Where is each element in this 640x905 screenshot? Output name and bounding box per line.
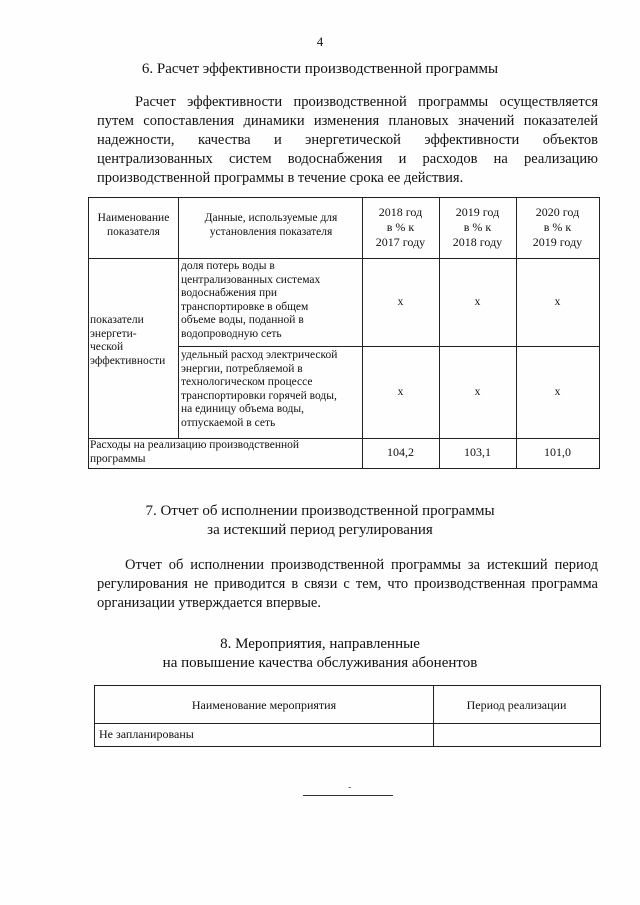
row1-2019-value: х bbox=[474, 296, 481, 308]
description-line: водоснабжения при bbox=[181, 287, 278, 299]
header-line: 2019 год bbox=[455, 205, 500, 219]
header-2020 bbox=[516, 205, 599, 250]
description-line: отпускаемой в сеть bbox=[181, 416, 276, 429]
header-data-used: Данные, используемые для установления показателя bbox=[204, 212, 338, 238]
efficiency-table bbox=[88, 197, 600, 469]
row2-2020-value: х bbox=[554, 386, 561, 398]
section8-heading bbox=[0, 635, 640, 673]
group-label-line: показатели bbox=[90, 314, 144, 326]
description-line: доля потерь воды в bbox=[181, 260, 275, 272]
description-line: централизованных системах bbox=[181, 273, 321, 286]
paragraph-line: Отчет об исполнении производственной программы за истекший период bbox=[125, 557, 598, 573]
expenses-2018-value: 104,2 bbox=[387, 445, 414, 459]
header-line: в % к bbox=[543, 220, 572, 234]
measure-name-value: Не запланированы bbox=[99, 727, 194, 741]
end-rule bbox=[303, 795, 393, 796]
description-line: удельный расход электрической bbox=[181, 349, 338, 361]
header-2019 bbox=[439, 205, 516, 250]
expenses-2019-value: 103,1 bbox=[464, 445, 491, 459]
heading-line: за истекший период регулирования bbox=[207, 522, 433, 538]
row2-2019-value: х bbox=[474, 386, 481, 398]
paragraph-line: регулирования не приводится в связи с тем, что производственная программа bbox=[97, 576, 598, 592]
header-line: 2018 году bbox=[452, 235, 503, 249]
expenses-2020-value: 101,0 bbox=[544, 445, 571, 459]
row1-2020-value: х bbox=[554, 296, 561, 308]
heading-line: 7. Отчет об исполнении производственной программы bbox=[145, 503, 495, 519]
scan-mark: - bbox=[348, 782, 352, 793]
group-label-line: энергети- bbox=[90, 327, 137, 340]
header-implementation-period: Период реализации bbox=[466, 698, 567, 712]
description-line: транспортировки горячей воды, bbox=[181, 389, 337, 402]
section6-heading: 6. Расчет эффективности производственной программы bbox=[141, 61, 499, 77]
description-line: водопроводную сеть bbox=[181, 327, 282, 340]
header-line: 2017 году bbox=[375, 235, 426, 249]
header-indicator-name: Наименование показателя bbox=[97, 212, 170, 238]
paragraph-line: производственной программы в течение срока ее действия. bbox=[97, 170, 464, 186]
description-line: технологическом процессе bbox=[181, 376, 313, 388]
paragraph-line: централизованных систем водоснабжения и расходов на реализацию bbox=[97, 151, 598, 167]
header-line: 2018 год bbox=[378, 205, 423, 219]
expenses-label-line: программы bbox=[90, 452, 146, 465]
header-line: 2020 год bbox=[535, 205, 580, 219]
row2-data-description bbox=[181, 349, 361, 430]
header-line: в % к bbox=[463, 220, 492, 234]
group-label-energy-efficiency bbox=[90, 314, 178, 368]
measures-table bbox=[94, 685, 601, 747]
section7-heading bbox=[0, 502, 640, 540]
group-label-line: эффективности bbox=[90, 354, 166, 367]
header-measure-name: Наименование мероприятия bbox=[191, 698, 337, 712]
paragraph-line: Расчет эффективности производственной программы осуществляется bbox=[135, 94, 598, 110]
expenses-label-line: Расходы на реализацию производственной bbox=[90, 439, 300, 451]
heading-line: на повышение качества обслуживания абонентов bbox=[162, 655, 478, 671]
description-line: энергии, потребляемой в bbox=[181, 362, 303, 375]
page-number: 4 bbox=[316, 34, 324, 49]
paragraph-line: организации утверждается впервые. bbox=[97, 595, 321, 611]
header-2018 bbox=[362, 205, 439, 250]
expenses-label bbox=[90, 439, 360, 466]
description-line: объеме воды, поданной в bbox=[181, 314, 304, 326]
heading-line: 8. Мероприятия, направленные bbox=[220, 636, 420, 652]
row1-data-description bbox=[181, 260, 361, 341]
header-line: 2019 году bbox=[532, 235, 583, 249]
section7-paragraph bbox=[97, 556, 598, 613]
row2-2018-value: х bbox=[397, 386, 404, 398]
group-label-line: ческой bbox=[90, 341, 124, 353]
section6-paragraph bbox=[97, 93, 598, 188]
description-line: транспортировке в общем bbox=[181, 300, 309, 313]
row1-2018-value: х bbox=[397, 296, 404, 308]
paragraph-line: путем сопоставления динамики изменения плановых значений показателей bbox=[97, 113, 598, 129]
paragraph-line: надежности, качества и энергетической эффективности объектов bbox=[97, 132, 598, 148]
header-line: в % к bbox=[386, 220, 415, 234]
description-line: на единицу объема воды, bbox=[181, 403, 304, 415]
